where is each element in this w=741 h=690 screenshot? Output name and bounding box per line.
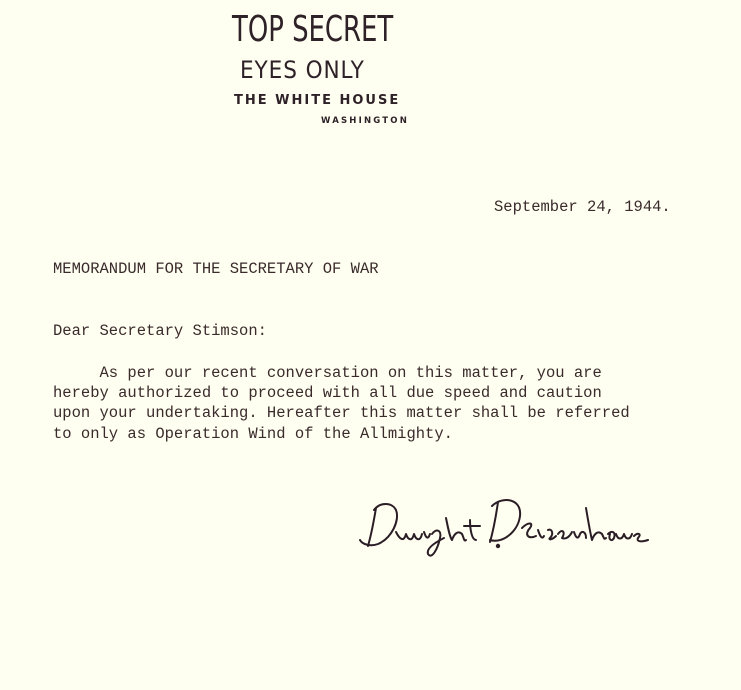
memo-date: September 24, 1944. — [494, 198, 671, 216]
top-secret-stamp: TOP SECRET — [232, 9, 394, 50]
salutation: Dear Secretary Stimson: — [53, 322, 267, 340]
eyes-only-stamp: EYES ONLY — [240, 56, 365, 84]
body-line: hereby authorized to proceed with all due speed and caution — [53, 384, 602, 402]
letterhead-office: THE WHITE HOUSE — [234, 93, 401, 108]
letterhead-city: WASHINGTON — [321, 116, 410, 126]
memo-title: MEMORANDUM FOR THE SECRETARY OF WAR — [53, 260, 379, 278]
body-line: As per our recent conversation on this matter, you are — [53, 364, 602, 382]
body-line: to only as Operation Wind of the Allmighty. — [53, 425, 453, 443]
handwritten-signature — [352, 488, 652, 568]
body-line: upon your undertaking. Hereafter this matter shall be referred — [53, 404, 630, 422]
